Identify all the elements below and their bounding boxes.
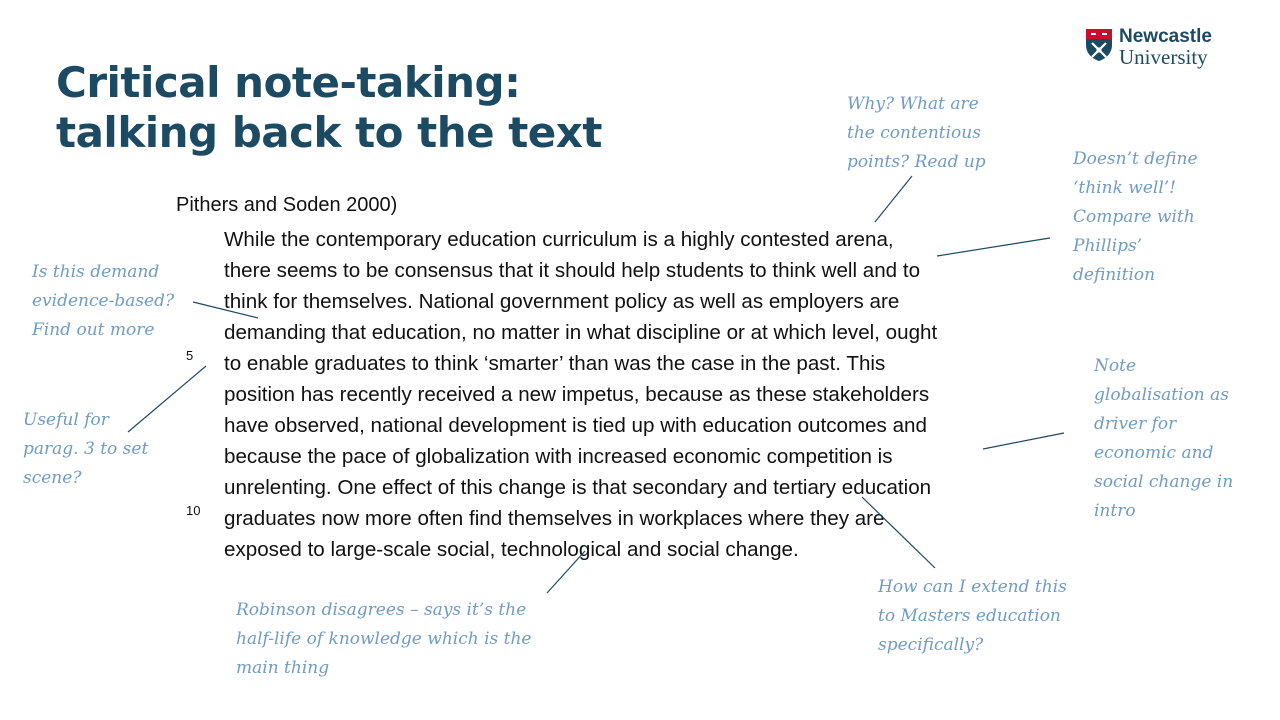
annotation-line: ‘think well’! <box>1073 178 1176 198</box>
annotation-line: How can I extend this <box>878 577 1067 597</box>
line-number: 5 <box>186 348 194 363</box>
slide-title-line: Critical note-taking: <box>56 58 521 107</box>
annotation-line: half-life of knowledge which is the <box>236 629 532 649</box>
annotation-line: to Masters education <box>878 606 1061 626</box>
annotation-line: economic and <box>1094 443 1214 463</box>
annotation-globalisation <box>1094 352 1233 526</box>
connector-line <box>983 433 1064 449</box>
passage-line: think for themselves. National government policy as well as employers are <box>224 290 900 313</box>
connector-line <box>862 497 935 568</box>
annotation-line: Find out more <box>32 320 155 340</box>
annotation-line: driver for <box>1094 414 1177 434</box>
annotation-line: parag. 3 to set <box>23 439 149 459</box>
logo-name-line2: University <box>1119 45 1208 69</box>
annotation-line: main thing <box>236 658 330 678</box>
annotation-line: scene? <box>23 468 82 488</box>
annotation-line: Is this demand <box>32 262 160 282</box>
slide-title-line: talking back to the text <box>56 108 602 157</box>
passage-line: exposed to large-scale social, technological and social change. <box>224 538 799 561</box>
connector-line <box>547 551 585 593</box>
annotation-line: social change in <box>1094 472 1234 492</box>
passage-line: While the contemporary education curriculum is a highly contested arena, <box>224 228 894 251</box>
annotation-line: definition <box>1073 265 1156 285</box>
annotation-line: Robinson disagrees – says it’s the <box>236 600 527 620</box>
connector-line <box>875 176 912 222</box>
annotation-evidence <box>32 258 174 345</box>
annotation-line: Compare with <box>1073 207 1195 227</box>
connector-line <box>937 238 1050 256</box>
annotation-why <box>847 90 986 177</box>
annotation-line: Phillips’ <box>1073 236 1143 256</box>
annotation-line: specifically? <box>878 635 984 655</box>
passage-line: to enable graduates to think ‘smarter’ than was the case in the past. This <box>224 352 886 375</box>
annotation-line: Why? What are <box>847 94 979 114</box>
annotation-line: Note <box>1094 356 1137 376</box>
passage-line: unrelenting. One effect of this change is that secondary and tertiary education <box>224 476 932 499</box>
annotation-define <box>1073 145 1198 290</box>
annotation-robinson <box>236 596 532 683</box>
connector-line <box>193 302 258 318</box>
passage-line: because the pace of globalization with increased economic competition is <box>224 445 893 468</box>
annotation-line: the contentious <box>847 123 981 143</box>
annotation-line: intro <box>1094 501 1136 521</box>
logo-name-line1: Newcastle <box>1119 26 1212 47</box>
line-number: 10 <box>186 503 201 518</box>
annotation-line: points? Read up <box>847 152 986 172</box>
passage-line: there seems to be consensus that it should help students to think well and to <box>224 259 921 282</box>
annotation-masters <box>878 573 1067 660</box>
passage-line: have observed, national development is tied up with education outcomes and <box>224 414 927 437</box>
annotation-useful <box>23 406 148 493</box>
passage-line: demanding that education, no matter in what discipline or at which level, ought <box>224 321 938 344</box>
annotation-line: globalisation as <box>1094 385 1230 405</box>
annotation-line: Useful for <box>23 410 109 430</box>
citation: Pithers and Soden 2000) <box>176 194 398 216</box>
annotation-line: evidence-based? <box>32 291 175 311</box>
annotation-line: Doesn’t define <box>1073 149 1198 169</box>
passage-line: graduates now more often find themselves in workplaces where they are <box>224 507 885 530</box>
passage-line: position has recently received a new impetus, because as these stakeholders <box>224 383 930 406</box>
